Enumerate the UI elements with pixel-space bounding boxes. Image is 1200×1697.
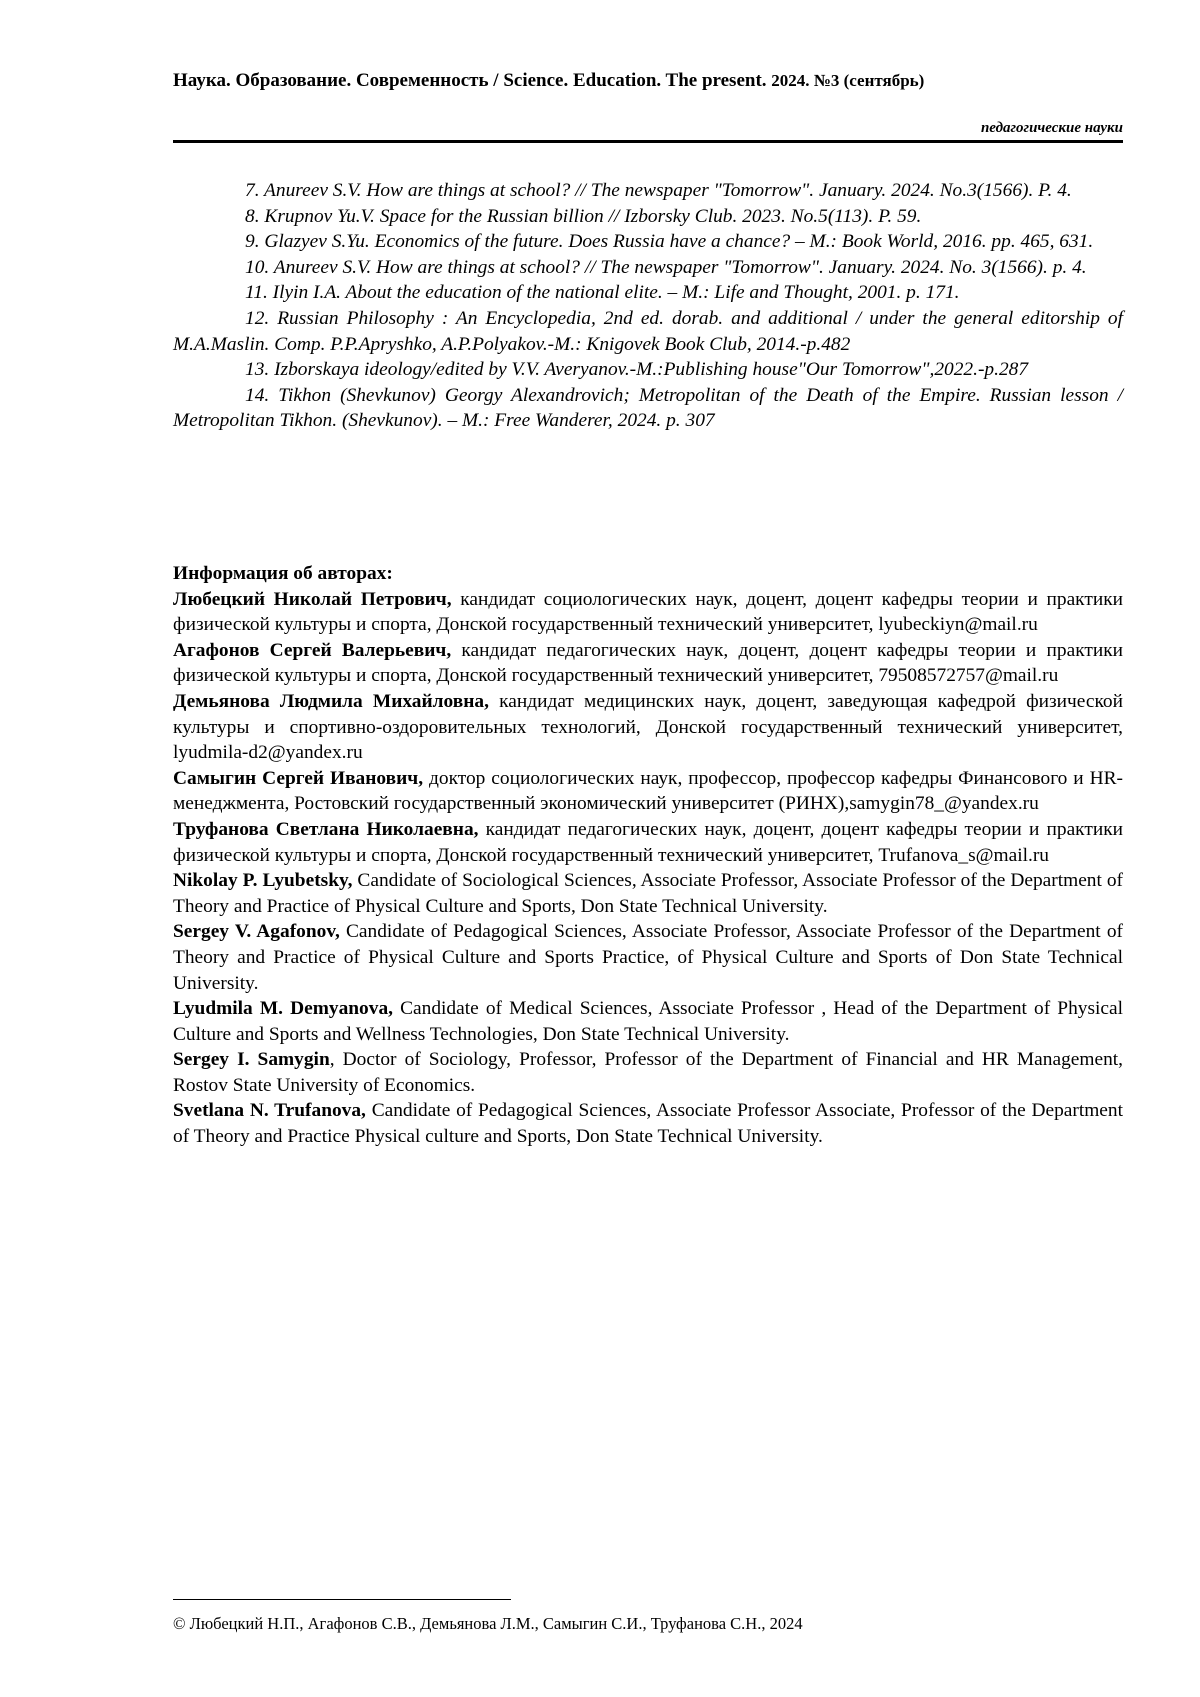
author-entry [173, 638, 1123, 689]
author-entry [173, 766, 1123, 817]
author-name: Любецкий Николай Петрович, [173, 588, 452, 610]
reference-item: 8. Krupnov Yu.V. Space for the Russian billion // Izborsky Club. 2023. No.5(113). P. 59. [245, 205, 922, 227]
author-details: доктор социологических наук, профессор, профессор кафедры Финансового и HR-менеджмента, Ростовский государственный экономический университет (РИНХ),samygin78_@yandex.ru [173, 767, 1123, 815]
header-divider [173, 140, 1123, 143]
reference-item: 12. Russian Philosophy : An Encyclopedia, 2nd ed. dorab. and additional / under the general editorship of M.A.Maslin. Comp. P.P.Apryshko, A.P.Polyakov.-M.: Knigovek Book Club, 2014.-p.482 [173, 307, 1123, 355]
author-entry [173, 817, 1123, 868]
reference-item: 7. Anureev S.V. How are things at school? // The newspaper "Tomorrow". January. 2024. No.3(1566). P. 4. [245, 180, 1072, 201]
author-entry [173, 587, 1123, 638]
author-details: кандидат социологических наук, доцент, доцент кафедры теории и практики физической культуры и спорта, Донской государственный технический университет, lyubeckiyn@mail.ru [173, 588, 1123, 636]
author-details: кандидат педагогических наук, доцент, доцент кафедры теории и практики физической культуры и спорта, Донской государственный технический университет, Trufanova_s@mail.ru [173, 818, 1123, 866]
author-details: Candidate of Medical Sciences, Associate Professor , Head of the Department of Physical Culture and Sports and Wellness Technologies, Don State Technical University. [173, 998, 1123, 1045]
author-name: Lyudmila M. Demyanova, [173, 998, 393, 1020]
reference-list [173, 178, 1123, 434]
author-details: Candidate of Sociological Sciences, Associate Professor, Associate Professor of the Department of Theory and Practice of Physical Culture and Sports, Don State Technical University. [173, 870, 1123, 917]
author-entry [173, 689, 1123, 766]
author-details: Candidate of Pedagogical Sciences, Associate Professor, Associate Professor of the Department of Theory and Practice of Physical Culture and Sports Practice, of Physical Culture and Sports of Don State Technical University. [173, 921, 1124, 994]
author-details: Candidate of Pedagogical Sciences, Associate Professor Associate, Professor of the Department of Theory and Practice Physical culture and Sports, Don State Technical University. [173, 1100, 1123, 1148]
author-entry [173, 919, 1123, 996]
journal-title [173, 70, 1123, 92]
author-name: Самыгин Сергей Иванович, [173, 767, 424, 789]
author-name: Svetlana N. Trufanova, [173, 1100, 366, 1122]
author-info-heading: Информация об авторах: [173, 563, 393, 584]
author-info-section [173, 561, 1123, 1150]
author-entry [173, 1047, 1123, 1098]
author-name: Sergey I. Samygin [173, 1049, 330, 1071]
issue-number: 2024. №3 (сентябрь) [771, 71, 925, 90]
author-name: Nikolay P. Lyubetsky, [173, 870, 353, 892]
reference-item: 9. Glazyev S.Yu. Economics of the future. Does Russia have a chance? – M.: Book World, 2016. pp. 465, 631. [245, 231, 1094, 253]
copyright-notice: © Любецкий Н.П., Агафонов С.В., Демьянова Л.М., Самыгин С.И., Труфанова С.Н., 2024 [173, 1614, 803, 1633]
reference-item: 14. Tikhon (Shevkunov) Georgy Alexandrovich; Metropolitan of the Death of the Empire. Russian lesson / Metropolitan Tikhon. (Shevkunov). – M.: Free Wanderer, 2024. p. 307 [173, 384, 1123, 432]
author-entry [173, 996, 1123, 1047]
author-details: , Doctor of Sociology, Professor, Professor of the Department of Financial and HR Management, Rostov State University of Economics. [173, 1049, 1123, 1096]
author-entry [173, 1098, 1123, 1149]
running-header [173, 70, 1123, 136]
journal-name: Наука. Образование. Современность / Science. Education. The present. [173, 70, 767, 91]
author-name: Агафонов Сергей Валерьевич, [173, 639, 452, 661]
author-name: Труфанова Светлана Николаевна, [173, 818, 479, 840]
author-details: кандидат медицинских наук, доцент, заведующая кафедрой физической культуры и спортивно-оздоровительных технологий, Донской государственный технический университет, lyudmila-d2@yandex.ru [173, 690, 1123, 764]
section-label: педагогические науки [980, 120, 1123, 136]
reference-item: 10. Anureev S.V. How are things at school? // The newspaper "Tomorrow". January. 2024. No. 3(1566). p. 4. [245, 256, 1087, 278]
author-name: Демьянова Людмила Михайловна, [173, 690, 489, 712]
footnote-divider [173, 1599, 511, 1600]
reference-item: 11. Ilyin I.A. About the education of the national elite. – M.: Life and Thought, 2001. p. 171. [245, 282, 960, 304]
author-name: Sergey V. Agafonov, [173, 921, 340, 943]
author-entry [173, 868, 1123, 919]
author-details: кандидат педагогических наук, доцент, доцент кафедры теории и практики физической культуры и спорта, Донской государственный технический университет, 79508572757@mail.ru [173, 639, 1124, 687]
reference-item: 13. Izborskaya ideology/edited by V.V. Averyanov.-M.:Publishing house"Our Tomorrow",2022.-p.287 [245, 359, 1029, 381]
